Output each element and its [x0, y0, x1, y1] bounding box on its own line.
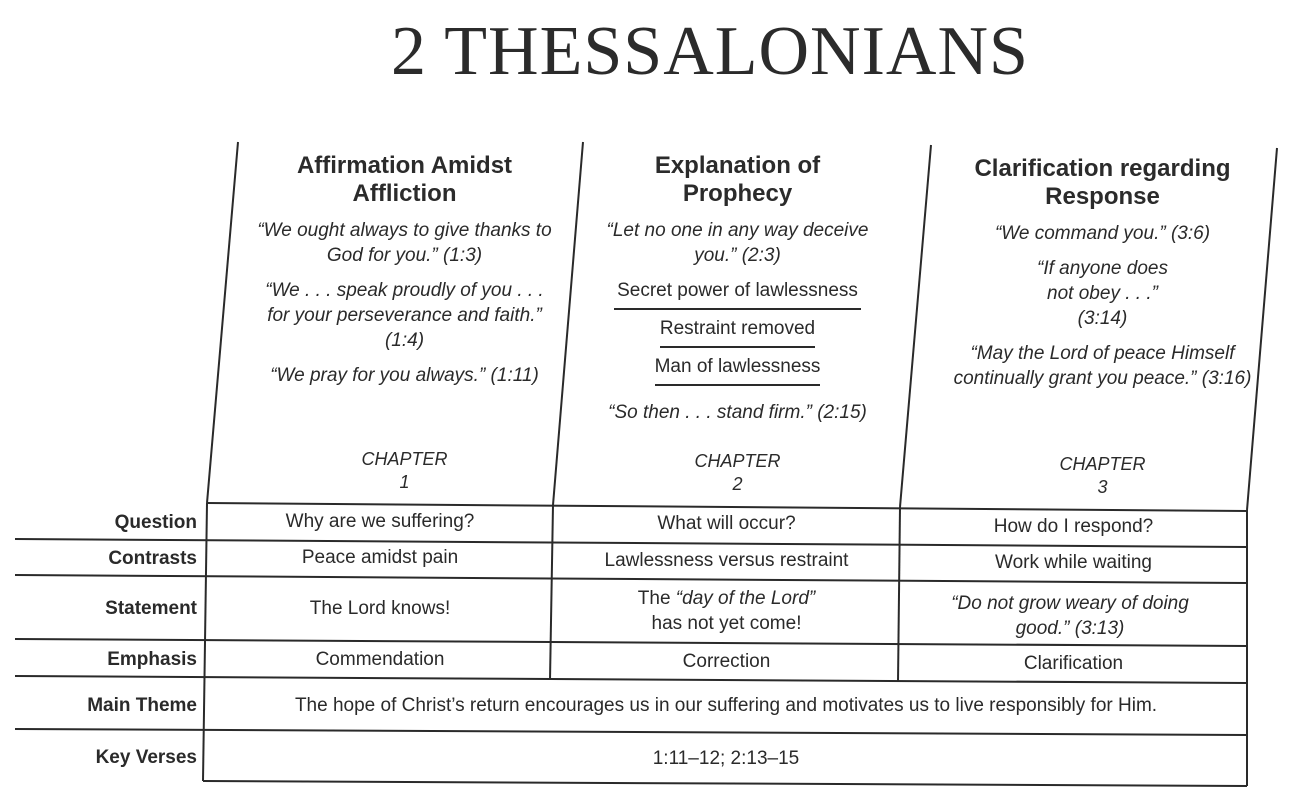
quote: “We ought always to give thanks to God for you.” (1:3) [257, 220, 552, 266]
emphasis-cell-3: Clarification [1023, 653, 1124, 674]
column-heading: Affirmation Amidst Affliction [296, 152, 513, 207]
statement-cell-3: “Do not grow weary of doing good.” (3:13) [951, 593, 1189, 639]
chapter-marker [232, 448, 577, 494]
column-chapter-1 [232, 152, 577, 497]
column-chapter-3 [930, 155, 1275, 500]
emphasis-cell-2: Correction [682, 651, 771, 672]
chapter-number: 3 [1097, 477, 1108, 497]
column-chapter-2 [565, 152, 910, 497]
chapter-number: 2 [732, 474, 743, 494]
contrasts-cell-2: Lawlessness versus restraint [604, 550, 849, 571]
row-label-main-theme: Main Theme [87, 695, 197, 716]
row-label-statement: Statement [105, 598, 197, 619]
contrasts-cell-3: Work while waiting [995, 552, 1152, 573]
chapter-label: CHAPTER [694, 451, 781, 471]
quote: “We pray for you always.” (1:11) [270, 365, 539, 386]
sequence-item: Secret power of lawlessness [614, 278, 861, 310]
statement-cell-1: The Lord knows! [309, 598, 451, 619]
main-theme-text: The hope of Christ’s return encourages us in our suffering and motivates us to live responsibly for Him. [294, 695, 1158, 716]
question-cell-2: What will occur? [657, 513, 796, 534]
contrasts-cell-1: Peace amidst pain [301, 547, 459, 568]
chapter-number: 1 [399, 472, 410, 492]
quote: “We . . . speak proudly of you . . . for your perseverance and faith.” (1:4) [265, 280, 544, 351]
question-cell-1: Why are we suffering? [285, 511, 475, 532]
quote: “We command you.” (3:6) [994, 223, 1211, 244]
statement-cell-2-pre: The [637, 588, 671, 609]
statement-cell-2 [553, 586, 900, 636]
key-verses-text: 1:11–12; 2:13–15 [652, 748, 800, 769]
sequence-item: Man of lawlessness [655, 354, 821, 386]
row-label-question: Question [114, 512, 197, 533]
statement-cell-2-line2: has not yet come! [651, 613, 802, 634]
question-cell-3: How do I respond? [993, 516, 1154, 537]
column-heading: Explanation of Prophecy [654, 152, 821, 207]
row-label-emphasis: Emphasis [107, 649, 197, 670]
row-label-contrasts: Contrasts [108, 548, 197, 569]
row-label-key-verses: Key Verses [95, 747, 197, 768]
column-heading: Clarification regarding Response [974, 155, 1231, 210]
chapter-marker [565, 450, 910, 496]
quote: “If anyone does not obey . . .” (3:14) [1037, 258, 1168, 329]
sequence-item: Restraint removed [660, 316, 815, 348]
emphasis-cell-1: Commendation [315, 649, 445, 670]
chapter-label: CHAPTER [361, 449, 448, 469]
quote: “Let no one in any way deceive you.” (2:3) [606, 220, 869, 266]
chapter-marker [930, 453, 1275, 499]
quote: “So then . . . stand firm.” (2:15) [608, 402, 867, 423]
chapter-label: CHAPTER [1059, 454, 1146, 474]
statement-cell-2-italic: “day of the Lord” [675, 588, 816, 609]
quote: “May the Lord of peace Himself continually grant you peace.” (3:16) [953, 343, 1252, 389]
page-title: 2 THESSALONIANS [391, 13, 1029, 90]
